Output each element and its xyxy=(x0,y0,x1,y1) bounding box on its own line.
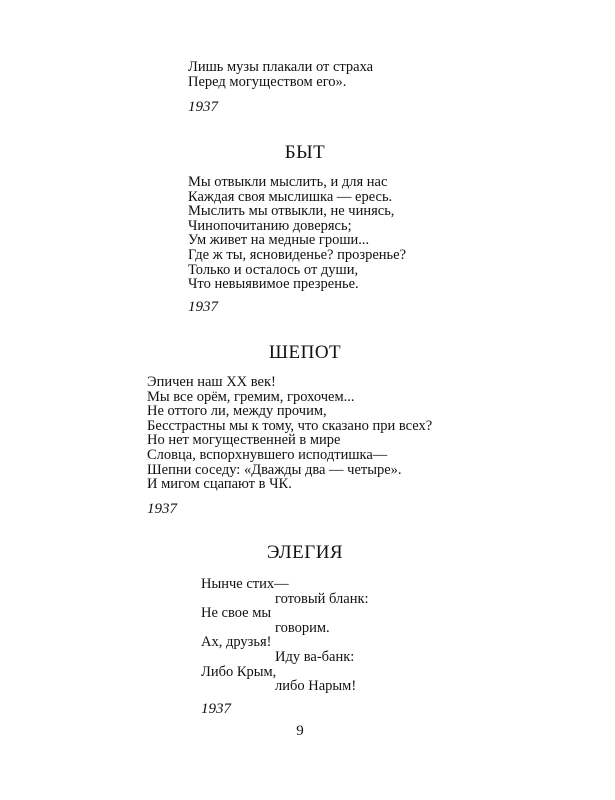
poem-year: 1937 xyxy=(188,299,218,315)
poem-year: 1937 xyxy=(188,99,218,115)
verse-line: Не свое мы xyxy=(201,605,272,622)
verse-line: Шепни соседу: «Дважды два — четыре». xyxy=(147,461,402,478)
poem-continuation-text xyxy=(188,60,373,89)
poem-title-byt: БЫТ xyxy=(284,142,326,163)
verse-line: И мигом сцапают в ЧК. xyxy=(147,476,292,493)
verse-line-indented: Иду ва-банк: xyxy=(275,648,355,665)
verse-line-indented: говорим. xyxy=(275,619,330,636)
poem-title-elegiya: ЭЛЕГИЯ xyxy=(266,542,344,563)
verse-line: Лишь музы плакали от страха xyxy=(188,59,374,75)
verse-line: Мыслить мы отвыкли, не чинясь, xyxy=(188,203,395,220)
poem-byt-text xyxy=(188,175,406,292)
verse-line: Мы все орём, гремим, грохочем... xyxy=(147,388,355,405)
verse-line: Ум живет на медные гроши... xyxy=(188,232,370,249)
verse-line: Перед могуществом его». xyxy=(188,73,347,90)
verse-line: Но нет могущественней в мире xyxy=(147,432,341,449)
verse-line: Где ж ты, ясновиденье? прозренье? xyxy=(188,246,407,263)
poem-title-shepot: ШЕПОТ xyxy=(268,342,342,363)
poem-elegiya-text xyxy=(201,577,369,694)
verse-line: Нынче стих— xyxy=(201,576,289,592)
verse-line: Бесстрастны мы к тому, что сказано при всех? xyxy=(147,417,433,434)
verse-line: Либо Крым, xyxy=(201,663,277,680)
poem-year: 1937 xyxy=(201,701,231,717)
poem-shepot-text xyxy=(147,375,432,492)
verse-line: Чинопочитанию доверясь; xyxy=(188,217,352,234)
verse-line: Эпичен наш XX век! xyxy=(147,374,276,390)
verse-line: Не оттого ли, между прочим, xyxy=(147,403,327,420)
verse-line: Мы отвыкли мыслить, и для нас xyxy=(188,174,388,190)
page-number: 9 xyxy=(296,723,304,739)
poem-year: 1937 xyxy=(147,501,177,517)
verse-line: Ах, друзья! xyxy=(201,634,272,651)
verse-line: Словца, вспорхнувшего исподтишка— xyxy=(147,446,388,463)
verse-line-indented: либо Нарым! xyxy=(275,678,357,695)
verse-line: Только и осталось от души, xyxy=(188,261,359,278)
verse-line: Каждая своя мыслишка — ересь. xyxy=(188,188,393,205)
verse-line-indented: готовый бланк: xyxy=(275,590,369,607)
verse-line: Что невыявимое презренье. xyxy=(188,276,359,293)
